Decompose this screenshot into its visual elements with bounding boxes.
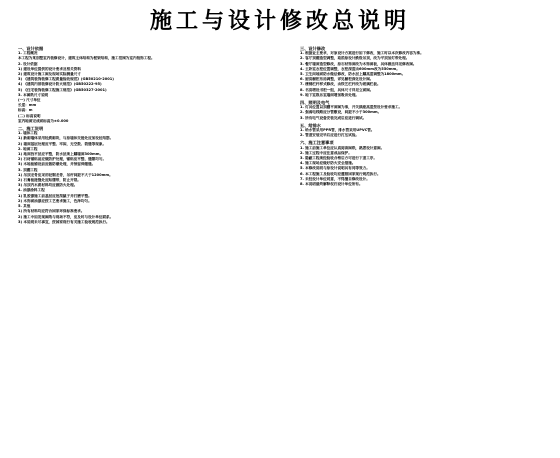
text-line: 4. 主卧室衣柜位置调整，衣柜深度由600mm改为550mm。 [300, 66, 400, 71]
text-line: 8. 书房增设书柜一组，具体尺寸详见立面图。 [300, 87, 374, 92]
text-line: 3. 隐蔽工程须经验收合格后方可进行下道工序。 [300, 156, 377, 161]
text-line: 长度：mm [18, 103, 37, 108]
text-line: 一、设计依据 [18, 46, 44, 51]
text-line: 9. 地下室娱乐室墙面增加吸音处理。 [300, 92, 360, 97]
document-title: 施工与设计修改总说明 [149, 8, 410, 34]
text-line: 1) 地面找平层应平整，防水层须上翻墙面300mm。 [18, 152, 104, 157]
text-line: 5. 本修改说明与原设计说明具有同等效力。 [300, 166, 370, 171]
text-line: 2) 石材铺贴前应做防护处理，铺贴应平整、缝隙均匀。 [18, 157, 107, 162]
text-line: 2. 地面工程 [18, 146, 38, 151]
text-line: 7. 未经设计单位同意，不得擅自修改设计。 [300, 176, 370, 181]
text-line: 2) 施工中如发现图纸与现场不符，应及时与设计单位联系。 [18, 214, 114, 219]
text-line: 6. 厨房橱柜布局调整，详见橱柜深化设计图。 [300, 77, 374, 82]
text-line: 标高：m [18, 108, 33, 113]
text-line: 3. 所有电气设备安装完成后应进行调试。 [300, 115, 367, 120]
text-line: 1. 根据业主要求，对原设计方案进行如下修改，施工时以本次修改内容为准。 [300, 51, 424, 56]
text-line: 6. 本工程施工及验收均应遵照国家现行规范执行。 [300, 171, 381, 176]
text-line: 2. 管道安装完毕后应进行打压试验。 [300, 133, 360, 138]
left-text-column [18, 44, 266, 454]
text-line: 本工程为某别墅室内装修设计，建筑主体结构为框架结构，施工范围为室内装饰工程。 [18, 56, 155, 61]
text-line: 四、照明及电气 [300, 100, 330, 106]
text-line: 1) 吊顶龙骨应采用轻钢龙骨，吊杆间距不大于1200mm。 [18, 172, 113, 177]
text-line: 3. 餐厅墙面造型修改，原石材饰面改为木饰面板，具体做法详见修改图。 [300, 61, 417, 66]
text-line: 5) 《住宅装饰装修工程施工规范》(GB50327-2001) [18, 87, 107, 92]
text-line: 1) 新砌墙体采用轻质砌块，与原墙体交接处应加设拉结筋。 [18, 136, 114, 141]
text-line: 1. 墙体工程 [18, 131, 38, 136]
text-line: 室内地面完成面标高为±0.000 [18, 118, 69, 123]
text-line: 1) 建设单位提供的设计要求及相关资料 [18, 66, 81, 71]
text-line: 五、给排水 [300, 122, 321, 128]
text-line: 2. 设计依据 [18, 61, 38, 66]
text-line: 3. 顶棚工程 [18, 167, 38, 172]
text-line: 2) 建筑设计施工图及现场实际测量尺寸 [18, 72, 81, 77]
text-line: 3) 吊顶内木质材料均应做防火处理。 [18, 183, 78, 188]
text-line: 8. 本说明最终解释权归设计单位所有。 [300, 182, 363, 187]
text-line: 2. 施工过程中应注意成品保护。 [300, 150, 352, 155]
text-line: 2. 客厅顶棚造型调整，取消原设计跌级吊顶，改为平顶加灯带处理。 [300, 56, 410, 61]
text-line: 2) 木饰面油漆应按工艺要求施工，色泽均匀。 [18, 198, 92, 203]
text-line: 1) 乳胶漆施工前基层应批刮腻子并打磨平整。 [18, 193, 92, 198]
text-line: 2. 强弱电线路应分管敷设，间距不小于300mm。 [300, 110, 382, 115]
text-line: (一) 尺寸单位 [18, 98, 41, 103]
text-line: 4. 油漆涂料工程 [18, 188, 45, 193]
text-line: 3) 木地板铺设前应做防潮处理，并预留伸缩缝。 [18, 162, 96, 167]
text-line: 7. 楼梯栏杆样式修改，由铁艺栏杆改为玻璃栏板。 [300, 82, 381, 87]
text-line: 1. 施工前施工单位应认真阅读图纸，熟悉设计意图。 [300, 145, 385, 150]
text-line: 1. 工程概况 [18, 51, 38, 56]
text-line: 六、施工注意事项 [300, 140, 334, 146]
text-line: 二、施工说明 [18, 126, 44, 132]
text-line: 5. 其他 [18, 204, 31, 209]
text-line: 4) 《建筑内部装修设计防火规范》(GB50222-95) [18, 82, 102, 87]
text-line: 1. 给水管采用PPR管，排水管采用UPVC管。 [300, 128, 375, 133]
text-line: 3) 《建筑装饰装修工程质量验收规范》(GB50210-2001) [18, 77, 114, 82]
text-line: 1) 所有材料均应符合国家环保标准要求。 [18, 209, 85, 214]
text-line: 5. 卫生间地面防水做法修改，防水层上翻高度调整为1800mm。 [300, 72, 406, 77]
text-line: 4. 施工现场应做好防火安全措施。 [300, 161, 356, 166]
text-line: (二) 标高说明 [18, 113, 41, 118]
text-line: 3. 本图纸尺寸说明 [18, 92, 49, 97]
text-line: 2) 石膏板接缝处应贴绷带，防止开裂。 [18, 178, 81, 183]
right-text-column [300, 44, 548, 454]
text-line: 3) 本说明未尽事宜，按国家现行有关施工验收规范执行。 [18, 219, 110, 224]
text-line: 1. 灯具位置以顶棚平面图为准，开关插座高度按设计要求施工。 [300, 105, 403, 110]
text-line: 2) 墙面基层处理应平整、牢固，无空鼓、裂缝等现象。 [18, 141, 107, 146]
text-line: 三、设计修改 [300, 46, 326, 51]
